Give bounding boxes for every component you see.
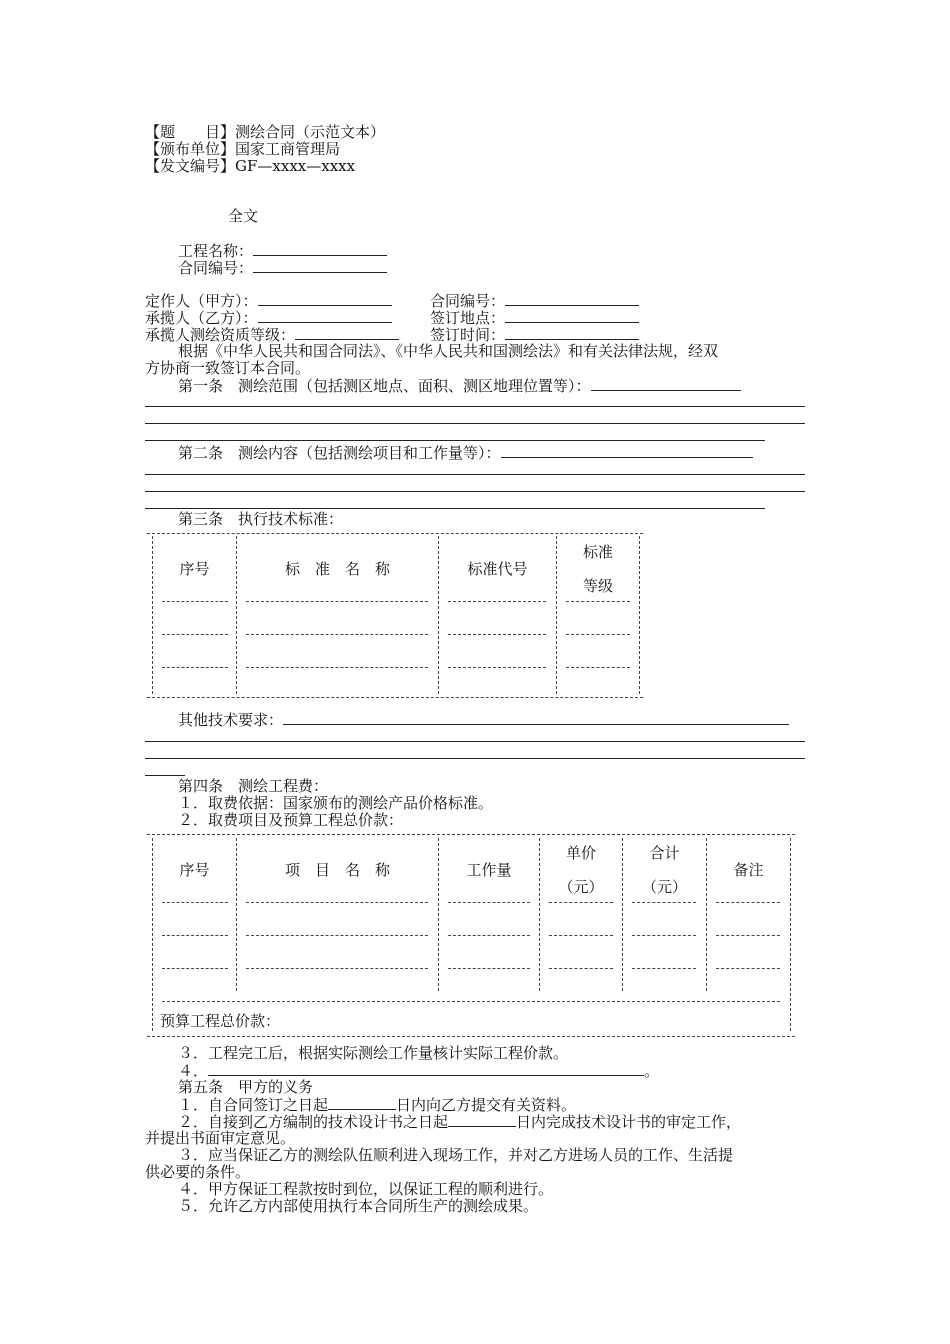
fee-item-3: ３．工程完工后，根据实际测绘工作量核计实际工程价款。 <box>178 1044 569 1062</box>
issuer-value: 国家工商管理局 <box>235 140 341 158</box>
article2-blank-line[interactable] <box>145 508 765 509</box>
other-req-blank-line[interactable] <box>145 775 185 776</box>
table-row[interactable] <box>716 935 780 936</box>
project-contract-field[interactable] <box>253 259 387 273</box>
fee-item-4-field[interactable] <box>208 1062 644 1076</box>
party-b-field[interactable] <box>258 309 392 323</box>
project-contract-line <box>178 259 387 277</box>
article2-line <box>178 444 753 462</box>
a5-item-1 <box>178 1096 576 1114</box>
other-req-blank-line[interactable] <box>145 741 805 742</box>
issuer-label: 【颁布单位】 <box>145 140 236 158</box>
table-border <box>147 1036 795 1037</box>
col-header-level-2: 等级 <box>582 577 613 595</box>
table-row[interactable] <box>448 601 546 602</box>
table-row[interactable] <box>566 667 630 668</box>
title-label: 【题 目】 <box>145 123 236 141</box>
table-row[interactable] <box>162 935 228 936</box>
table-row[interactable] <box>162 667 228 668</box>
article1-line <box>178 377 741 395</box>
a5-item-1-days-field[interactable] <box>328 1096 396 1110</box>
table-row[interactable] <box>632 968 696 969</box>
budget-total-label: 预算工程总价款： <box>160 1012 281 1030</box>
a5-item-5: ５．允许乙方内部使用执行本合同所生产的测绘成果。 <box>178 1197 539 1215</box>
table-row[interactable] <box>448 667 546 668</box>
other-req-blank-line[interactable] <box>145 758 805 759</box>
table-border <box>147 697 643 698</box>
fee-col-header-total-2: （元） <box>641 878 687 896</box>
table-border <box>790 838 791 1031</box>
article1-blank-line[interactable] <box>145 423 805 424</box>
table-row[interactable] <box>162 601 228 602</box>
sign-place-label: 签订地点： <box>430 309 506 327</box>
table-row[interactable] <box>246 601 428 602</box>
col-header-level-1: 标准 <box>582 543 613 561</box>
fee-col-header-no: 序号 <box>179 861 210 879</box>
col-header-code: 标准代号 <box>467 560 528 578</box>
other-req-field[interactable] <box>283 711 789 725</box>
docno-line <box>145 158 355 175</box>
table-row[interactable] <box>549 902 613 903</box>
fee-col-header-total-1: 合计 <box>649 844 680 862</box>
sign-time-field[interactable] <box>505 326 639 340</box>
article2-blank-line[interactable] <box>145 474 805 475</box>
fee-col-header-note: 备注 <box>733 861 764 879</box>
qualification-field[interactable] <box>295 326 399 340</box>
article2-blank-line[interactable] <box>145 491 805 492</box>
table-row[interactable] <box>246 968 428 969</box>
table-row[interactable] <box>448 935 530 936</box>
title-line <box>145 124 385 141</box>
table-row[interactable] <box>566 634 630 635</box>
fee-items: ２．取费项目及预算工程总价款： <box>178 811 404 829</box>
preamble-line-2: 方协商一致签订本合同。 <box>145 359 311 377</box>
project-name-field[interactable] <box>253 242 387 256</box>
other-req-label: 其他技术要求： <box>178 711 284 729</box>
title-value: 测绘合同（示范文本） <box>235 123 386 141</box>
docno-label: 【发文编号】 <box>145 157 236 175</box>
table-row[interactable] <box>246 935 428 936</box>
article1-label: 第一条 测绘范围（包括测区地点、面积、测区地理位置等）： <box>178 377 591 395</box>
sign-time-label: 签订时间： <box>430 326 506 344</box>
preamble-line-1: 根据《中华人民共和国合同法》、《中华人民共和国测绘法》和有关法律法规，经双 <box>178 342 719 360</box>
party-b-label: 承揽人（乙方）： <box>145 309 258 327</box>
fee-item-4-prefix: ４． <box>178 1062 209 1080</box>
project-name-label: 工程名称： <box>178 242 254 260</box>
party-a-line <box>145 292 392 310</box>
table-row[interactable] <box>549 935 613 936</box>
table-row[interactable] <box>448 902 530 903</box>
table-border <box>438 838 439 991</box>
sign-place-field[interactable] <box>505 309 639 323</box>
party-a-label: 定作人（甲方）： <box>145 292 258 310</box>
party-a-field[interactable] <box>258 292 392 306</box>
fee-col-header-price-2: （元） <box>558 878 604 896</box>
docno-value: GF—xxxx—xxxx <box>235 157 356 175</box>
table-border <box>639 536 640 694</box>
contract-no-label: 合同编号： <box>430 292 506 310</box>
table-border <box>147 834 795 835</box>
a5-item-3-line2: 供必要的条件。 <box>145 1163 251 1181</box>
table-row[interactable] <box>162 968 228 969</box>
table-row[interactable] <box>716 902 780 903</box>
table-row[interactable] <box>448 634 546 635</box>
fee-col-header-name: 项 目 名 称 <box>284 861 390 879</box>
issuer-line <box>145 141 340 158</box>
contract-no-line <box>430 292 639 310</box>
table-row[interactable] <box>246 667 428 668</box>
a5-item-1-pre: １．自合同签订之日起 <box>178 1096 329 1114</box>
col-header-no: 序号 <box>179 560 210 578</box>
article1-blank-line[interactable] <box>145 440 765 441</box>
table-border <box>236 536 237 694</box>
table-row[interactable] <box>448 968 530 969</box>
table-row[interactable] <box>716 968 780 969</box>
qualification-label: 承揽人测绘资质等级： <box>145 326 296 344</box>
table-border <box>706 838 707 991</box>
fulltext-label: 全文 <box>228 207 259 225</box>
a5-item-2-pre: ２．自接到乙方编制的技术设计书之日起 <box>178 1113 449 1131</box>
a5-item-1-post: 日内向乙方提交有关资料。 <box>396 1096 577 1114</box>
table-row[interactable] <box>162 634 228 635</box>
table-row[interactable] <box>632 935 696 936</box>
a5-item-2-line2: 并提出书面审定意见。 <box>145 1129 296 1147</box>
fee-item-4-suffix: 。 <box>644 1062 660 1080</box>
table-row[interactable] <box>246 634 428 635</box>
table-border <box>147 533 643 534</box>
project-name-line <box>178 242 387 260</box>
table-border <box>152 536 153 694</box>
a5-item-2-days-field[interactable] <box>448 1113 516 1127</box>
fee-col-header-qty: 工作量 <box>466 861 512 879</box>
a5-item-2-post: 日内完成技术设计书的审定工作， <box>516 1113 742 1131</box>
party-b-line <box>145 309 392 327</box>
article3-label: 第三条 执行技术标准： <box>178 510 344 528</box>
article1-blank-line[interactable] <box>145 406 805 407</box>
table-row[interactable] <box>566 601 630 602</box>
table-row[interactable] <box>246 902 428 903</box>
sign-place-line <box>430 309 639 327</box>
a5-item-4: ４．甲方保证工程款按时到位，以保证工程的顺利进行。 <box>178 1180 554 1198</box>
a5-item-3-line1: ３．应当保证乙方的测绘队伍顺利进入现场工作，并对乙方进场人员的工作、生活提 <box>178 1146 734 1164</box>
article5-label: 第五条 甲方的义务 <box>178 1078 314 1096</box>
article2-label: 第二条 测绘内容（包括测绘项目和工作量等）： <box>178 444 501 462</box>
contract-no-field[interactable] <box>505 292 639 306</box>
table-border <box>236 838 237 991</box>
fee-col-header-price-1: 单价 <box>565 844 596 862</box>
table-row[interactable] <box>632 902 696 903</box>
table-border <box>438 536 439 694</box>
article1-field[interactable] <box>591 377 741 391</box>
article4-label: 第四条 测绘工程费： <box>178 777 329 795</box>
col-header-name: 标 准 名 称 <box>284 560 390 578</box>
table-row[interactable] <box>549 968 613 969</box>
other-req-line <box>178 711 789 729</box>
project-contract-label: 合同编号： <box>178 259 254 277</box>
article2-field[interactable] <box>501 444 753 458</box>
table-row[interactable] <box>162 902 228 903</box>
table-row <box>162 1001 780 1002</box>
fee-basis: １．取费依据：国家颁布的测绘产品价格标准。 <box>178 794 494 812</box>
